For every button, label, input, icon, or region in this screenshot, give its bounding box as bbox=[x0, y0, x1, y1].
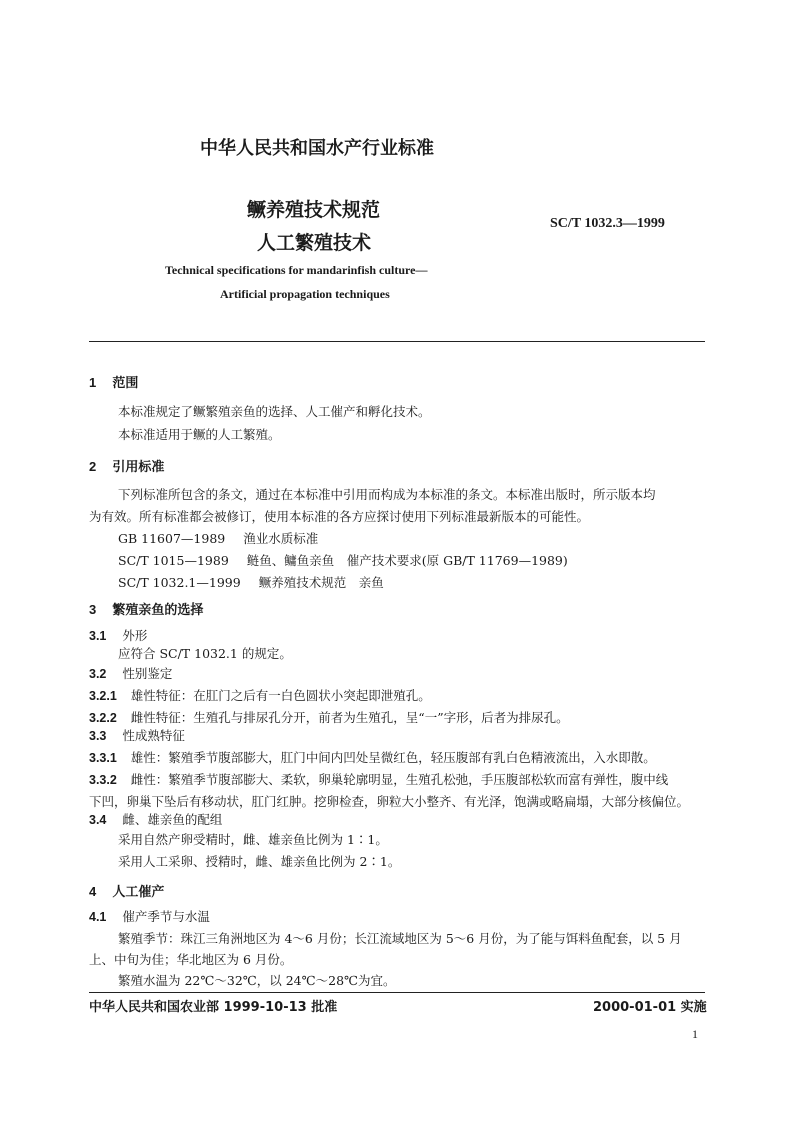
section-title: 繁殖亲鱼的选择 bbox=[112, 603, 204, 618]
subsection-3-2-heading bbox=[89, 664, 172, 682]
paragraph: 繁殖水温为 22℃～32℃，以 24℃～28℃为宜。 bbox=[118, 973, 396, 988]
section-4-heading bbox=[89, 881, 164, 900]
section-number: 4 bbox=[89, 884, 97, 899]
clause-number: 3.3.2 bbox=[89, 773, 117, 787]
section-title: 范围 bbox=[112, 376, 139, 391]
section-number: 2 bbox=[89, 459, 97, 474]
section-number: 1 bbox=[89, 375, 97, 390]
subsection-title: 性成熟特征 bbox=[122, 728, 185, 743]
clause-number: 3.2.2 bbox=[89, 711, 117, 725]
reference-item bbox=[118, 551, 568, 569]
paragraph: 本标准适用于鳜的人工繁殖。 bbox=[118, 427, 281, 442]
subsection-3-3-heading bbox=[89, 726, 185, 744]
clause-3-2-2 bbox=[89, 708, 569, 726]
paragraph: 下列标准所包含的条文，通过在本标准中引用而构成为本标准的条文。本标准出版时，所示版本均 bbox=[118, 487, 656, 502]
section-2-heading bbox=[89, 456, 164, 475]
subsection-3-4-heading bbox=[89, 810, 222, 828]
subsection-title: 外形 bbox=[122, 628, 148, 643]
paragraph: 下凹，卵巢下坠后有移动状，肛门红肿。挖卵检查，卵粒大小整齐、有光泽，饱满或略扁塌，大部分核偏位。 bbox=[89, 794, 690, 809]
paragraph: 上、中旬为佳；华北地区为 6 月份。 bbox=[89, 952, 293, 967]
reference-code: SC/T 1015—1989 bbox=[118, 553, 229, 568]
header-divider bbox=[89, 341, 705, 342]
approval-line: 中华人民共和国农业部 1999-10-13 批准 bbox=[89, 1000, 338, 1015]
subsection-title: 雌、雄亲鱼的配组 bbox=[122, 812, 223, 827]
subsection-4-1-heading bbox=[89, 907, 210, 925]
subsection-title: 性别鉴定 bbox=[122, 666, 173, 681]
clause-3-3-1 bbox=[89, 748, 656, 766]
paragraph: 本标准规定了鳜繁殖亲鱼的选择、人工催产和孵化技术。 bbox=[118, 404, 431, 419]
subsection-number: 3.4 bbox=[89, 813, 107, 827]
subsection-number: 3.3 bbox=[89, 729, 107, 743]
reference-item bbox=[118, 529, 318, 547]
standard-number: SC/T 1032.3—1999 bbox=[550, 216, 665, 231]
reference-item bbox=[118, 573, 384, 591]
reference-name: 鲢鱼、鳙鱼亲鱼 催产技术要求(原 GB/T 11769—1989) bbox=[246, 553, 568, 568]
section-3-heading bbox=[89, 599, 203, 618]
paragraph: 为有效。所有标准都会被修订，使用本标准的各方应探讨使用下列标准最新版本的可能性。 bbox=[89, 509, 590, 524]
reference-name: 鳜养殖技术规范 亲鱼 bbox=[258, 575, 384, 590]
reference-code: SC/T 1032.1—1999 bbox=[118, 575, 241, 590]
title-main: 鳜养殖技术规范 bbox=[247, 199, 381, 221]
paragraph: 采用自然产卵受精时，雌、雄亲鱼比例为 1∶1。 bbox=[118, 832, 388, 847]
paragraph: 应符合 SC/T 1032.1 的规定。 bbox=[118, 646, 292, 661]
clause-number: 3.2.1 bbox=[89, 689, 117, 703]
clause-3-2-1 bbox=[89, 686, 431, 704]
clause-text: 雌性特征：生殖孔与排尿孔分开，前者为生殖孔，呈“一”字形，后者为排尿孔。 bbox=[130, 710, 569, 725]
paragraph: 繁殖季节：珠江三角洲地区为 4～6 月份；长江流域地区为 5～6 月份，为了能与饵料鱼配套，以 5 月 bbox=[118, 931, 682, 946]
english-title-line2: Artificial propagation techniques bbox=[220, 287, 390, 301]
reference-name: 渔业水质标准 bbox=[243, 531, 319, 546]
footer-divider bbox=[89, 992, 705, 993]
clause-number: 3.3.1 bbox=[89, 751, 117, 765]
implementation-date: 2000-01-01 实施 bbox=[593, 1000, 707, 1015]
title-sub: 人工繁殖技术 bbox=[257, 232, 372, 254]
subsection-number: 3.1 bbox=[89, 629, 107, 643]
section-title: 人工催产 bbox=[112, 885, 165, 900]
section-number: 3 bbox=[89, 602, 97, 617]
reference-code: GB 11607—1989 bbox=[118, 531, 226, 546]
section-title: 引用标准 bbox=[112, 460, 165, 475]
paragraph: 采用人工采卵、授精时，雌、雄亲鱼比例为 2∶1。 bbox=[118, 854, 401, 869]
issuing-authority: 中华人民共和国水产行业标准 bbox=[200, 138, 434, 159]
subsection-number: 4.1 bbox=[89, 910, 107, 924]
page-number: 1 bbox=[692, 1027, 698, 1041]
subsection-3-1-heading bbox=[89, 626, 147, 644]
clause-text: 雌性：繁殖季节腹部膨大、柔软，卵巢轮廓明显，生殖孔松弛，手压腹部松软而富有弹性，腹中线 bbox=[130, 772, 669, 787]
subsection-title: 催产季节与水温 bbox=[122, 909, 210, 924]
english-title-line1: Technical specifications for mandarinfish culture— bbox=[165, 263, 428, 277]
clause-3-3-2 bbox=[89, 770, 668, 788]
clause-text: 雄性特征：在肛门之后有一白色圆状小突起即泄殖孔。 bbox=[130, 688, 431, 703]
section-1-heading bbox=[89, 372, 138, 391]
clause-text: 雄性：繁殖季节腹部膨大，肛门中间内凹处呈微红色，轻压腹部有乳白色精液流出，入水即散。 bbox=[130, 750, 656, 765]
subsection-number: 3.2 bbox=[89, 667, 107, 681]
